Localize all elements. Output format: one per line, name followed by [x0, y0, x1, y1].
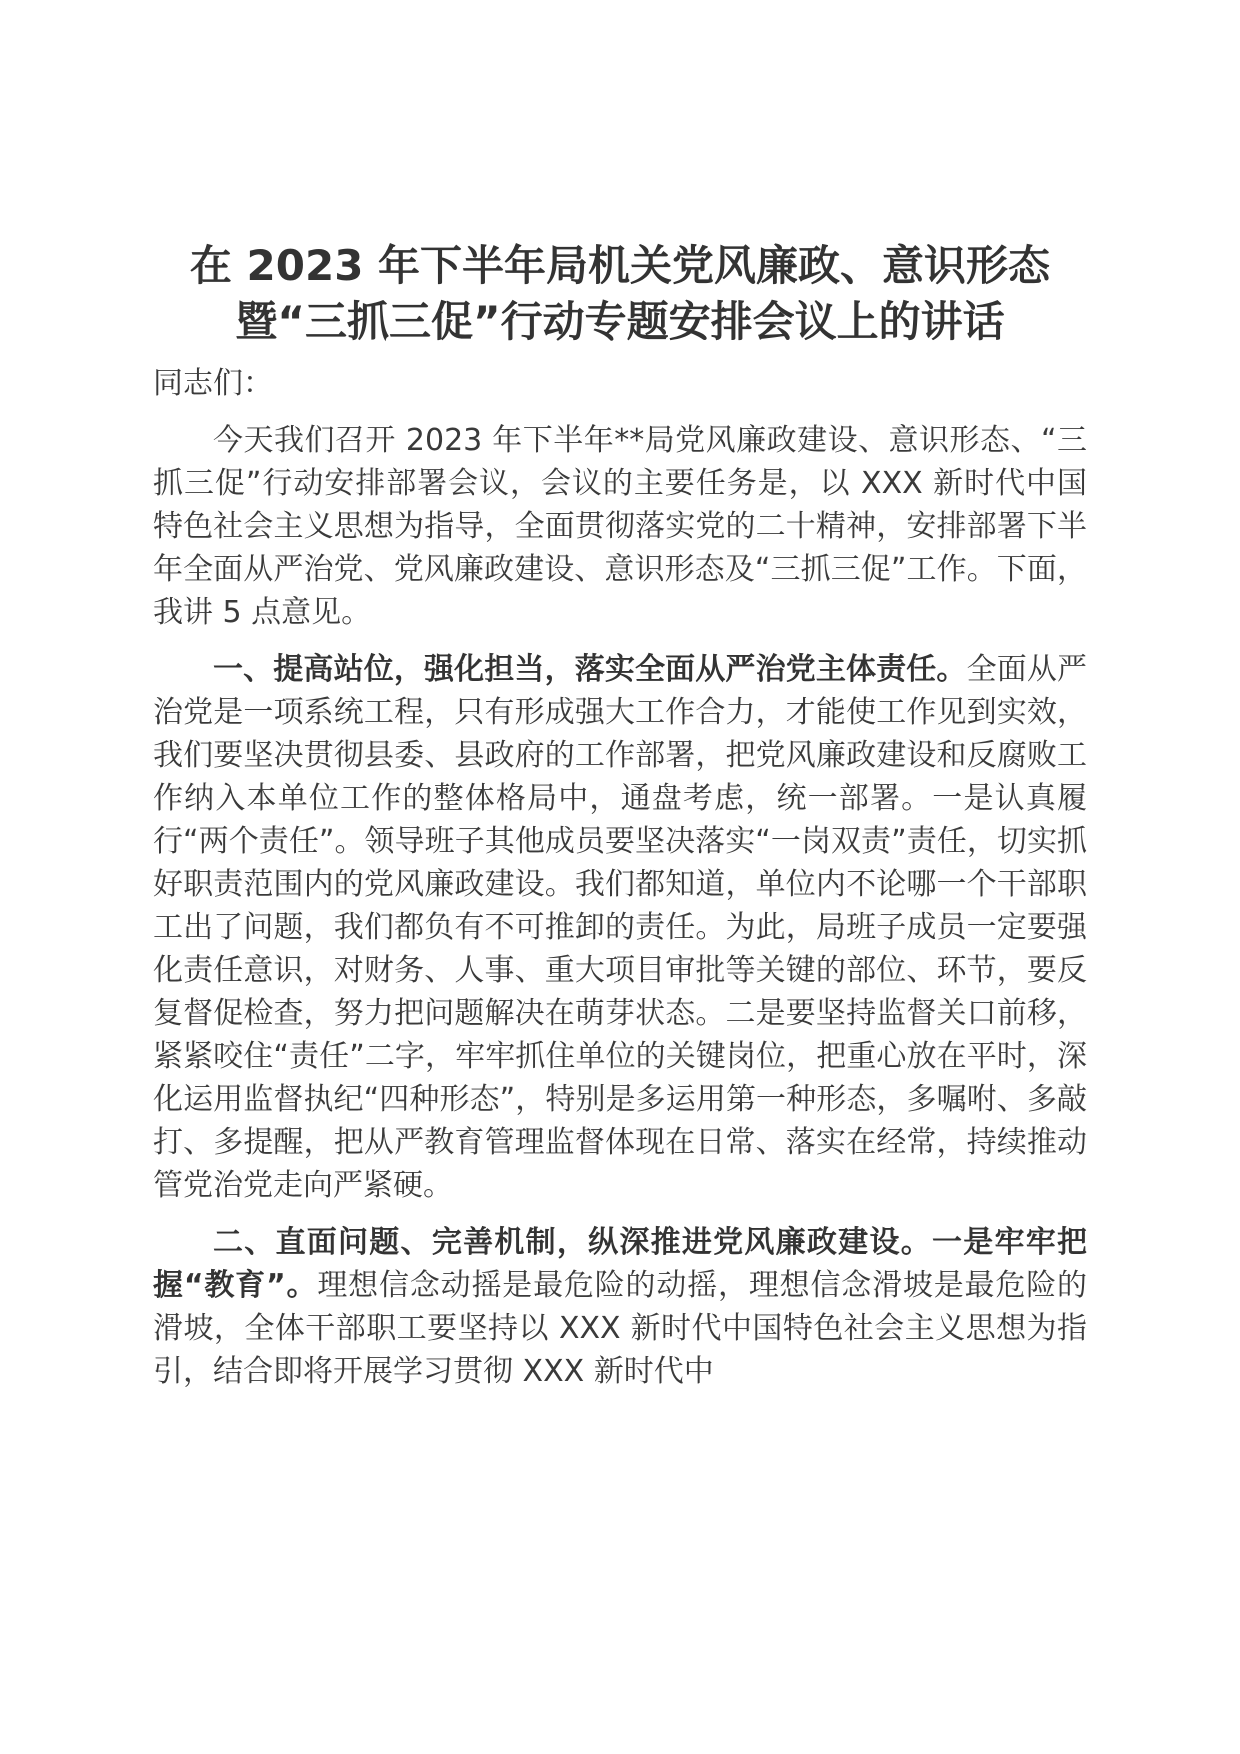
paragraph-body: 今天我们召开 2023 年下半年**局党风廉政建设、意识形态、“三抓三促”行动安排部署会议，会议的主要任务是，以 XXX 新时代中国特色社会主义思想为指导，全面贯彻落实党的二十精神，安排部署下半年全面从严治党、党风廉政建设、意识形态及“三抓三促”工作。下面，我讲 5 点意见。 — [153, 423, 1087, 630]
paragraph-body: 全面从严治党是一项系统工程，只有形成强大工作合力，才能使工作见到实效，我们要坚决贯彻县委、县政府的工作部署，把党风廉政建设和反腐败工作纳入本单位工作的整体格局中，通盘考虑，统一部署。一是认真履行“两个责任”。领导班子其他成员要坚决落实“一岗双责”责任，切实抓好职责范围内的党风廉政建设。我们都知道，单位内不论哪一个干部职工出了问题，我们都负有不可推卸的责任。为此，局班子成员一定要强化责任意识，对财务、人事、重大项目审批等关键的部位、环节，要反复督促检查，努力把问题解决在萌芽状态。二是要坚持监督关口前移，紧紧咬住“责任”二字，牢牢抓住单位的关键岗位，把重心放在平时，深化运用监督执纪“四种形态”，特别是多运用第一种形态，多嘱咐、多敲打、多提醒，把从严教育管理监督体现在日常、落实在经常，持续推动管党治党走向严紧硬。 — [153, 652, 1088, 1203]
paragraph-section-2 — [153, 1221, 1087, 1393]
title-line-2: 暨“三抓三促”行动专题安排会议上的讲话 — [235, 297, 1005, 346]
section-heading: 一、提高站位，强化担当，落实全面从严治党主体责任。 — [213, 652, 967, 687]
section-heading: 二、直面问题、完善机制，纵深推进党风廉政建设。一是牢牢把握“教育”。 — [153, 1225, 1087, 1303]
salutation: 同志们： — [153, 366, 273, 401]
paragraph-intro — [153, 419, 1087, 634]
document-body — [153, 238, 1087, 1393]
document-title — [153, 238, 1087, 350]
title-line-1: 在 2023 年下半年局机关党风廉政、意识形态 — [189, 241, 1051, 290]
paragraph-body: 理想信念动摇是最危险的动摇，理想信念滑坡是最危险的滑坡，全体干部职工要坚持以 XXX 新时代中国特色社会主义思想为指引，结合即将开展学习贯彻 XXX 新时代中 — [153, 1268, 1088, 1389]
paragraph-section-1 — [153, 648, 1087, 1207]
